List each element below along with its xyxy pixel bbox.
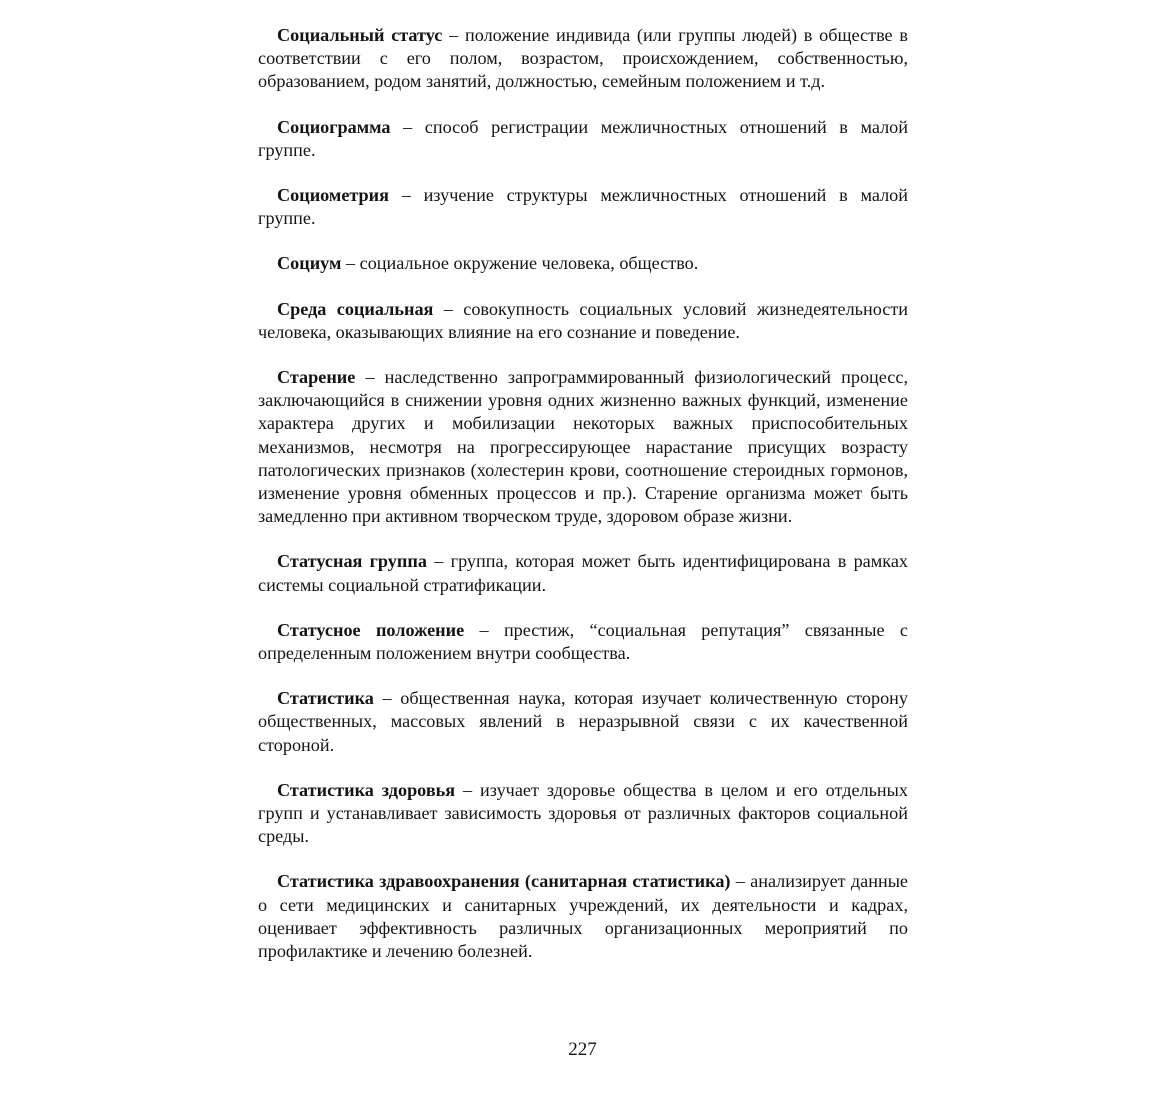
glossary-term: Социум: [277, 253, 342, 274]
glossary-term: Социальный статус: [277, 25, 443, 45]
glossary-definition: – общественная наука, которая изучает количественную сторону общественных, массовых явлений в неразрывной связи с их качественной стороной.: [258, 688, 908, 755]
glossary-definition: – положение индивида (или группы людей) в обществе в соответствии с его полом, возрастом, происхождением, собственностью, образованием, родом занятий, должностью, семейным положением и т.д.: [258, 25, 908, 92]
glossary-entry-social-status: [258, 24, 908, 94]
glossary-entry-social-environment: [258, 298, 908, 344]
glossary-term: Статусное положение: [277, 619, 465, 640]
glossary-definition: – анализирует данные о сети медицинских и санитарных учреждений, их деятельности и кадрах, оценивает эффективность различных организационных мероприятий по профилактике и лечению болезней.: [258, 871, 908, 962]
glossary-entry-sociometry: [258, 184, 908, 230]
glossary-entry-healthcare-statistics: [258, 870, 908, 963]
glossary-entry-socium: [258, 252, 908, 275]
glossary-entry-aging: [258, 366, 908, 528]
glossary-definition: – способ регистрации межличностных отношений в малой группе.: [258, 116, 908, 160]
glossary-entry-statistics: [258, 687, 908, 757]
glossary-definition: – наследственно запрограммированный физиологический процесс, заключающийся в снижении уровня одних жизненно важных функций, изменение характера других и мобилизации некоторых важных приспособительных механизмов, несмотря на прогрессирующее нарастание присущих возрасту патологических признаков (холестерин крови, соотношение стероидных гормонов, изменение уровня обменных процессов и пр.). Старение организма может быть замедленно при активном творческом труде, здоровом образе жизни.: [258, 367, 908, 527]
glossary-term: Статистика: [277, 688, 374, 709]
glossary-page: [258, 24, 908, 963]
glossary-entry-health-statistics: [258, 779, 908, 849]
glossary-definition: – изучение структуры межличностных отношений в малой группе.: [258, 185, 908, 229]
glossary-definition: – социальное окружение человека, общество.: [341, 253, 699, 274]
glossary-term: Статистика здоровья: [277, 779, 456, 800]
glossary-definition: – совокупность социальных условий жизнедеятельности человека, оказывающих влияние на его сознание и поведение.: [258, 298, 908, 342]
glossary-term: Социометрия: [277, 185, 389, 206]
glossary-entry-status-group: [258, 550, 908, 596]
glossary-entry-sociogram: [258, 116, 908, 162]
glossary-definition: – изучает здоровье общества в целом и его отдельных групп и устанавливает зависимость здоровья от различных факторов социальной среды.: [258, 779, 908, 847]
glossary-definition: – группа, которая может быть идентифицирована в рамках системы социальной стратификации.: [258, 551, 908, 595]
glossary-term: Старение: [277, 367, 356, 388]
glossary-term: Среда социальная: [277, 298, 434, 319]
page-number: 227: [568, 1039, 597, 1060]
glossary-term: Статусная группа: [277, 551, 427, 572]
glossary-definition: – престиж, “социальная репутация” связанные с определенным положением внутри сообщества.: [258, 619, 908, 664]
glossary-term: Статистика здравоохранения (санитарная статистика): [277, 871, 731, 892]
glossary-term: Социограмма: [277, 116, 391, 137]
glossary-entry-status-position: [258, 619, 908, 665]
